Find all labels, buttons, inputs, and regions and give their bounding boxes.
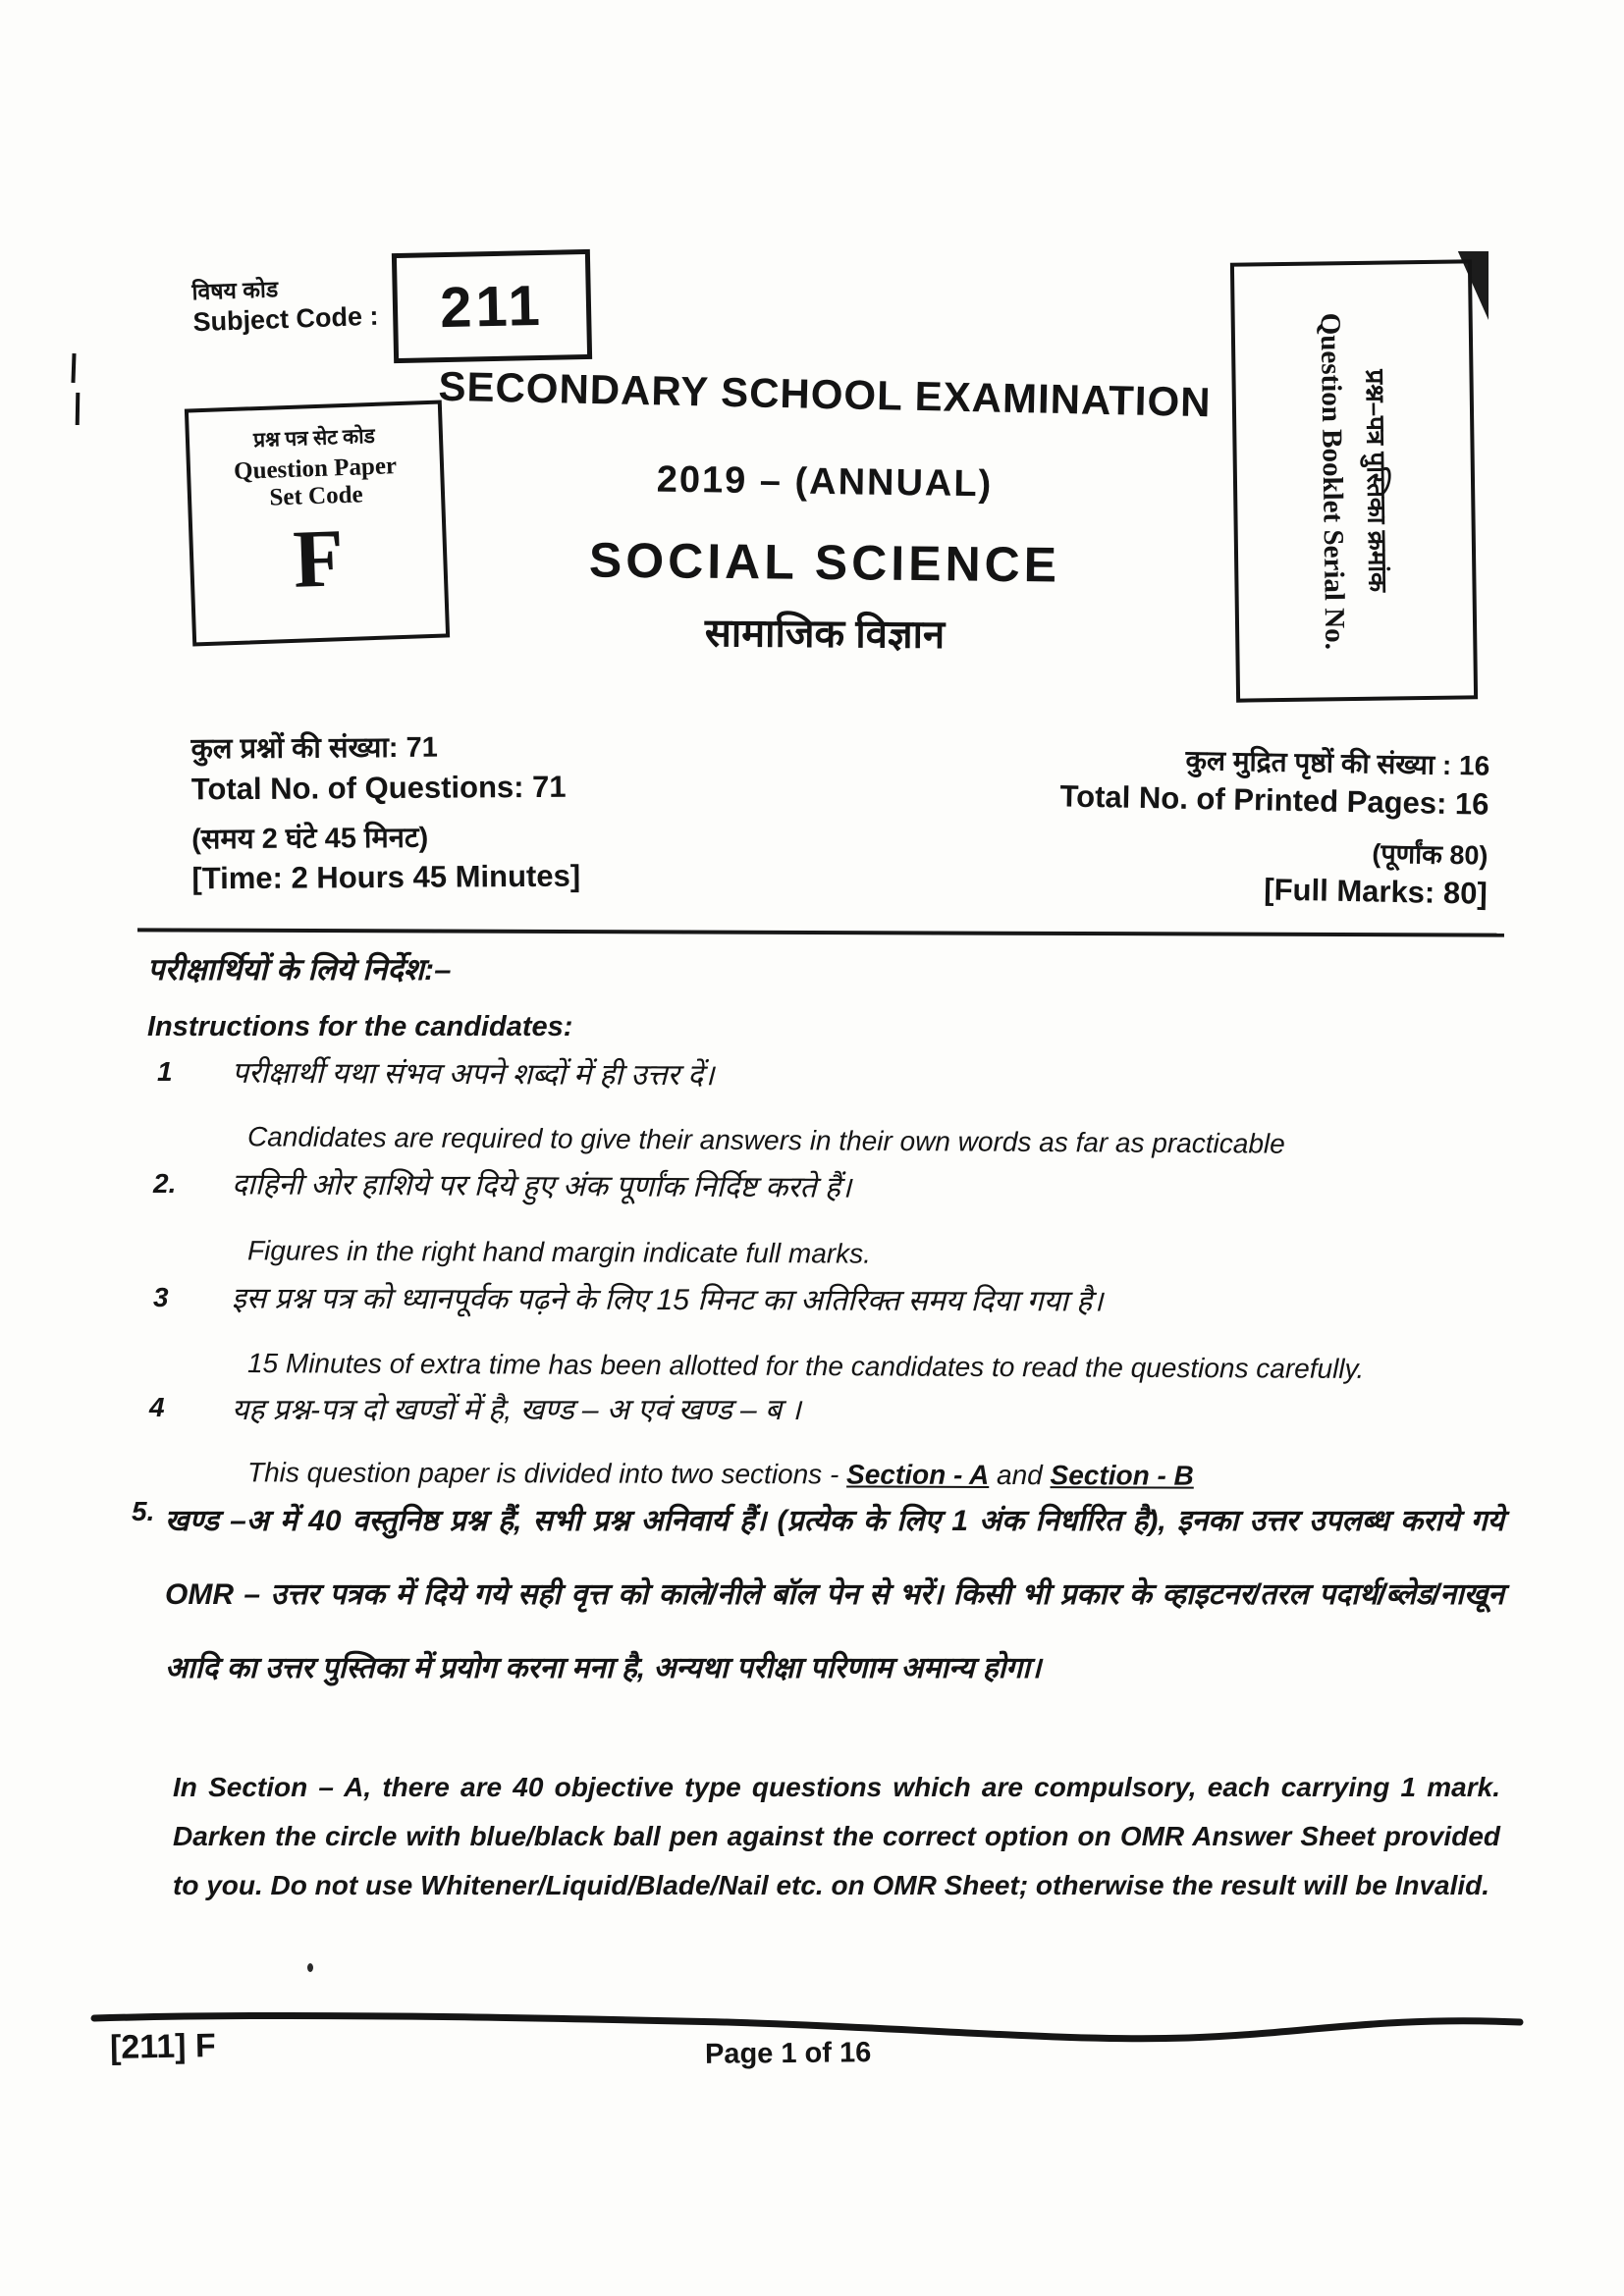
set-code-label-line2: Set Code xyxy=(269,481,364,511)
instructions-heading-hindi: परीक्षार्थियों के लिये निर्देश:– xyxy=(147,952,452,987)
footer-paper-code: [211] F xyxy=(109,2027,217,2066)
total-questions-english: Total No. of Questions: 71 xyxy=(190,769,567,807)
instruction-number: 3 xyxy=(153,1282,169,1312)
subject-code-value: 211 xyxy=(439,273,545,340)
instruction-number: 5. xyxy=(132,1496,155,1526)
instruction-5-hindi: खण्ड –अ में 40 वस्तुनिष्ठ प्रश्न हैं, सभी प्रश्न अनिवार्य हैं। (प्रत्येक के लिए 1 अंक निर्धारित है), इनका उत्तर उपलब्ध कराये गये OMR – उत्तर पत्रक में दिये गये सही वृत्त को काले/नीले बॉल पेन से भरें। किसी भी प्रकार के व्हाइटनर/तरल पदार्थ/ब्लेड/नाखून आदि का उत्तर पुस्तिका में प्रयोग करना मना है, अन्यथा परीक्षा परिणाम अमान्य होगा। xyxy=(165,1505,1504,1684)
instruction-1-hindi: परीक्षार्थी यथा संभव अपने शब्दों में ही उत्तर दें। xyxy=(231,1056,715,1093)
instruction-2-hindi: दाहिनी ओर हाशिये पर दिये हुए अंक पूर्णांक निर्दिष्ट करते हैं। xyxy=(231,1168,852,1204)
instruction-number: 4 xyxy=(149,1392,165,1422)
set-code-value: F xyxy=(292,512,346,606)
instructions-heading-english: Instructions for the candidates: xyxy=(147,1011,573,1042)
exam-title-line1: SECONDARY SCHOOL EXAMINATION xyxy=(438,362,1213,426)
exam-title-line2: 2019 – (ANNUAL) xyxy=(656,458,994,506)
instruction-3-english: 15 Minutes of extra time has been allotted for the candidates to read the questions carefully. xyxy=(246,1348,1365,1384)
set-code-label-hindi: प्रश्न पत्र सेट कोड xyxy=(252,423,376,453)
printed-pages-english: Total No. of Printed Pages: 16 xyxy=(1059,778,1489,822)
instruction-2-english: Figures in the right hand margin indicate full marks. xyxy=(246,1235,872,1269)
instruction-4-hindi: यह प्रश्न-पत्र दो खण्डों में है, खण्ड – अ एवं खण्ड – ब । xyxy=(232,1394,801,1426)
subject-code-label-hindi: विषय कोड xyxy=(191,276,279,305)
instruction-4-english-prefix: This question paper is divided into two sections - xyxy=(246,1457,847,1490)
exam-subject-hindi: सामाजिक विज्ञान xyxy=(704,612,946,657)
full-marks-hindi: (पूर्णांक 80) xyxy=(1372,838,1489,871)
set-code-label-line1: Question Paper xyxy=(233,453,398,485)
printed-pages-hindi: कुल मुद्रित पृष्ठों की संख्या : 16 xyxy=(1185,744,1490,781)
instruction-3-hindi: इस प्रश्न पत्र को ध्यानपूर्वक पढ़ने के लिए 15 मिनट का अतिरिक्त समय दिया गया है। xyxy=(231,1282,1104,1318)
booklet-serial-label-english: Question Booklet Serial No. xyxy=(1314,312,1351,651)
exam-subject-english: SOCIAL SCIENCE xyxy=(588,532,1061,593)
footer-page-number: Page 1 of 16 xyxy=(704,2037,872,2070)
subject-code-label-english: Subject Code : xyxy=(192,300,379,338)
instruction-number: 1 xyxy=(157,1056,173,1087)
section-b-label: Section - B xyxy=(1050,1460,1194,1491)
full-marks-english: [Full Marks: 80] xyxy=(1264,872,1489,911)
time-hindi: (समय 2 घंटे 45 मिनट) xyxy=(191,822,429,856)
instruction-4-english-joiner: and xyxy=(989,1459,1051,1491)
instruction-1-english: Candidates are required to give their answers in their own words as far as practicable xyxy=(246,1121,1285,1159)
instruction-number: 2. xyxy=(153,1168,177,1199)
instruction-5-english: In Section – A, there are 40 objective type questions which are compulsory, each carrying 1 mark. Darken the circle with blue/black ball pen against the correct option on OMR Answer Sheet provided to you. Do not use Whitener/Liquid/Blade/Nail etc. on OMR Sheet; otherwise the result will be Invalid. xyxy=(173,1772,1500,1900)
time-english: [Time: 2 Hours 45 Minutes] xyxy=(191,858,581,896)
total-questions-hindi: कुल प्रश्नों की संख्या: 71 xyxy=(190,731,438,766)
section-a-label: Section - A xyxy=(846,1459,990,1490)
booklet-serial-label-hindi: प्रश्न–पत्र पुस्तिका क्रमांक xyxy=(1360,369,1393,593)
